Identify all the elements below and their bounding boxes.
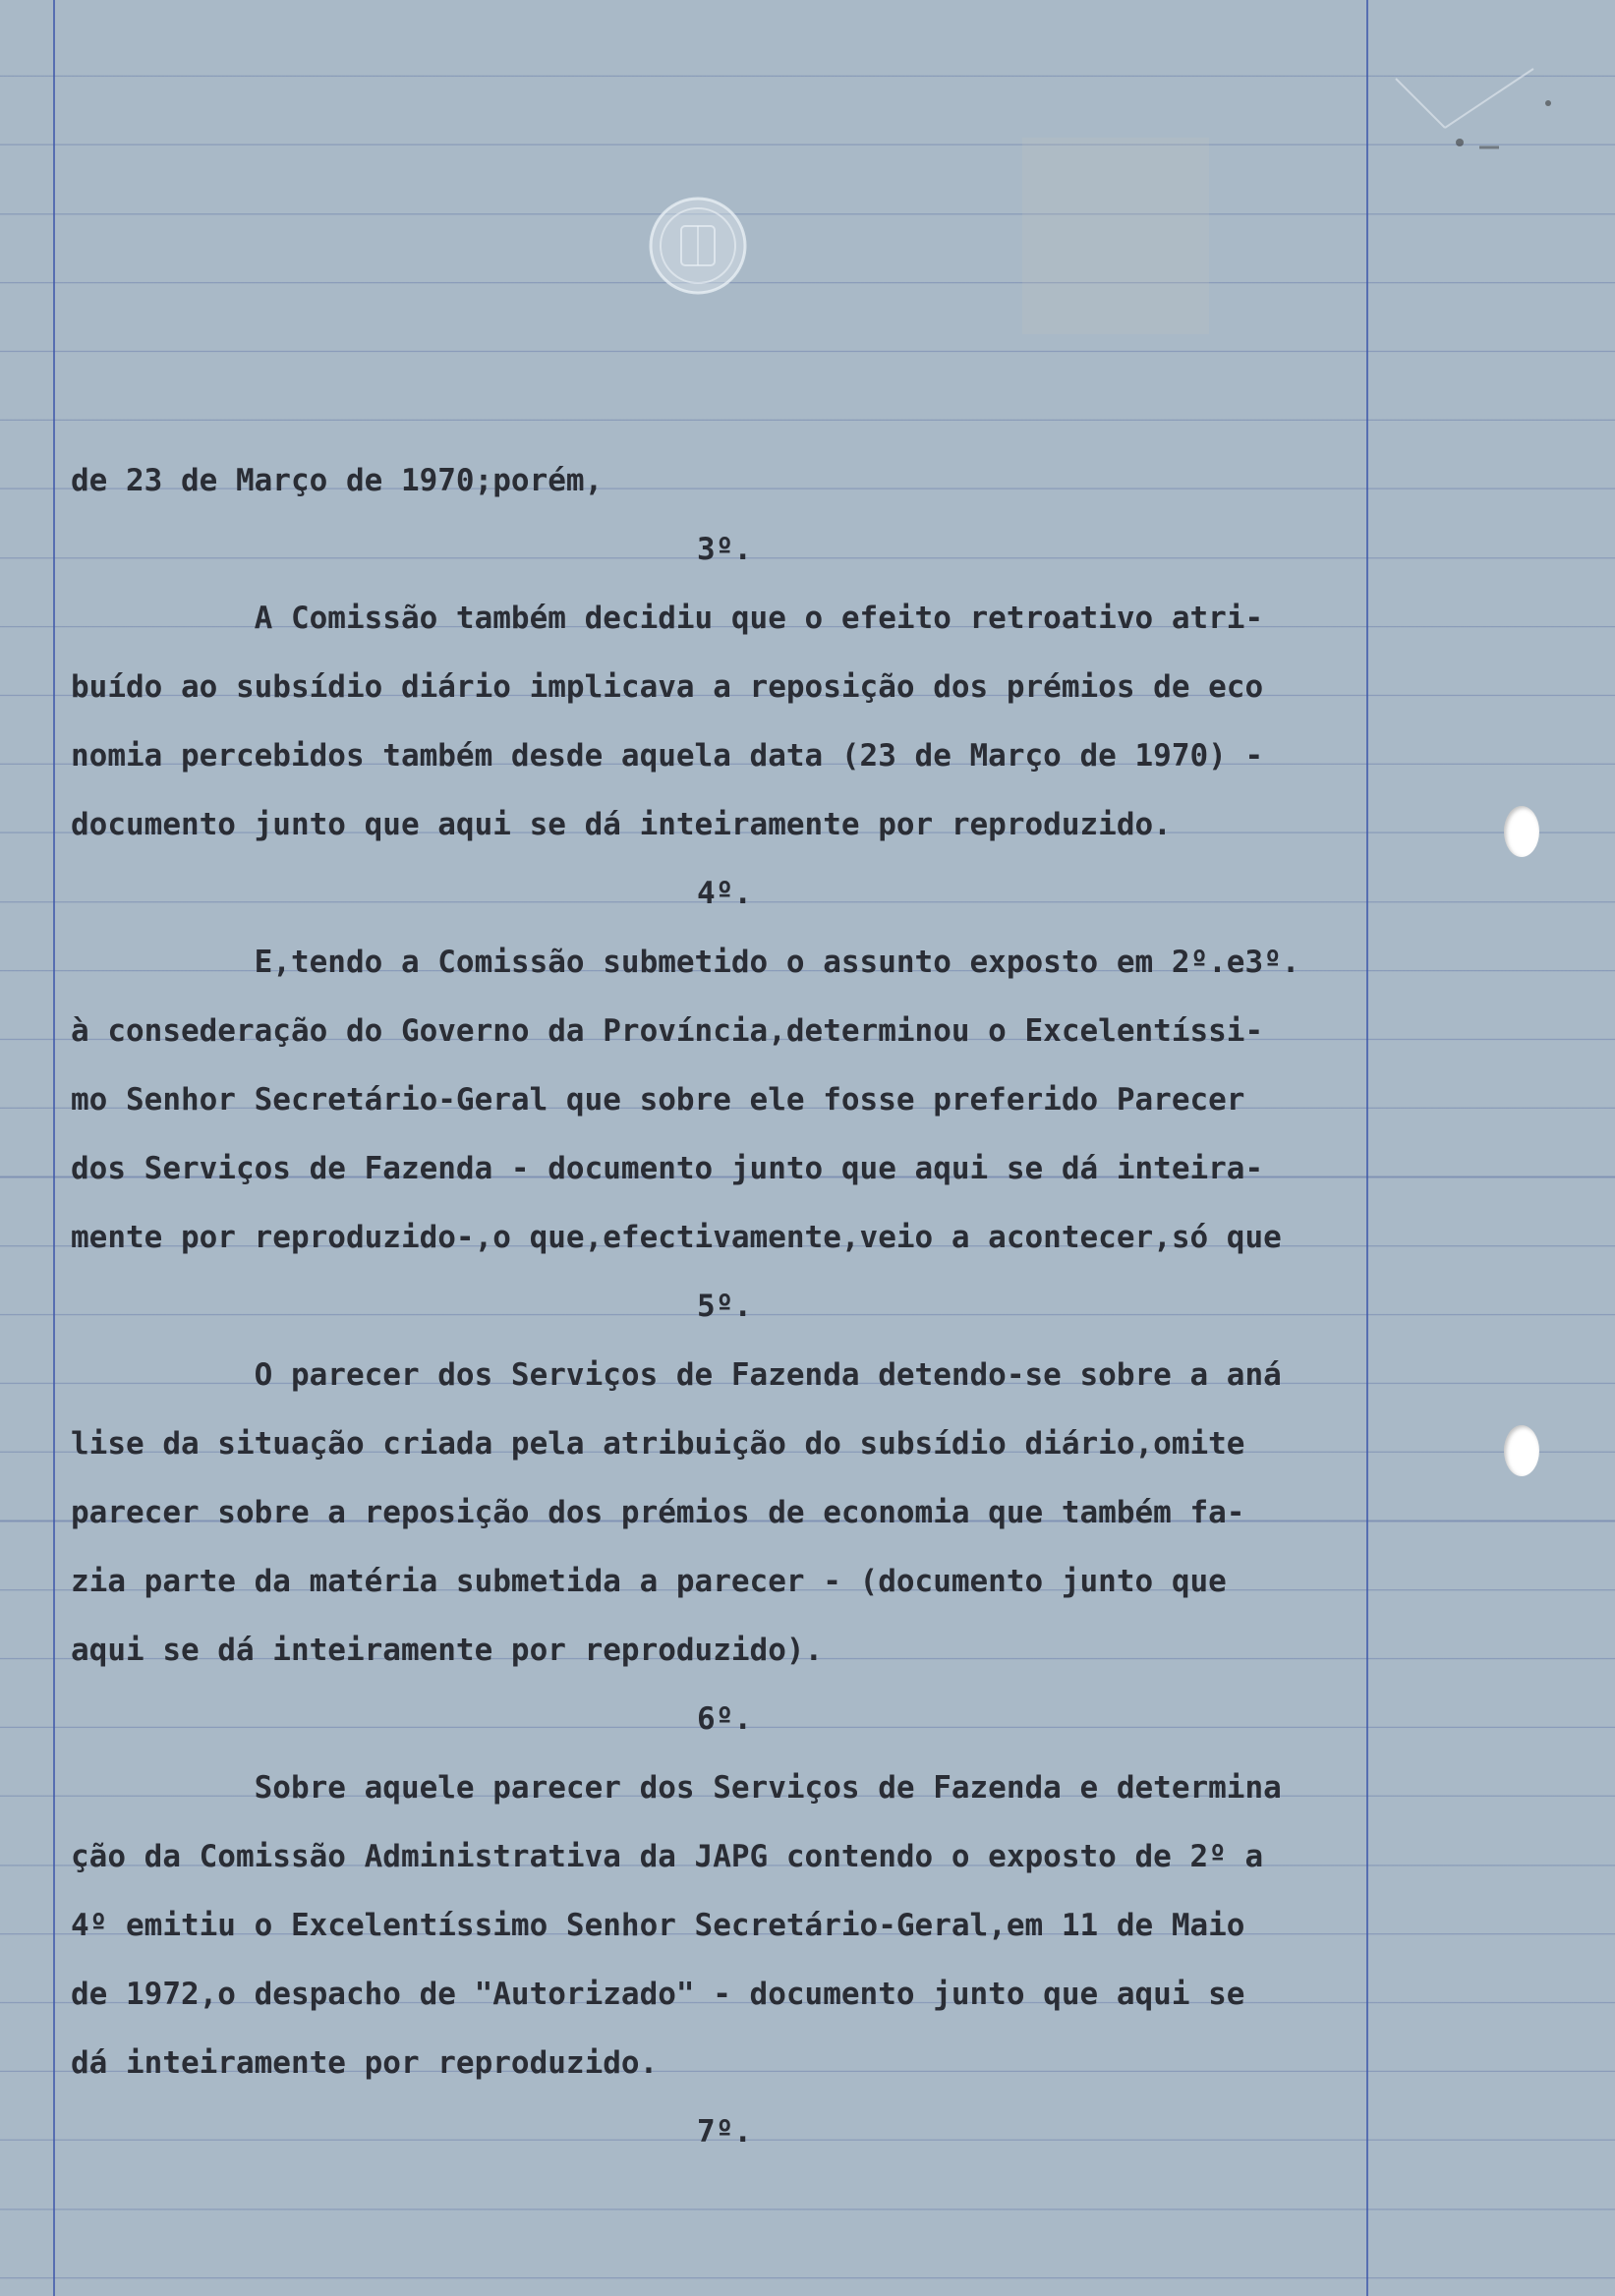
text-line: O parecer dos Serviços de Fazenda detendo-se sobre a aná <box>71 1357 1282 1393</box>
text-line: buído ao subsídio diário implicava a reposição dos prémios de eco <box>71 669 1264 705</box>
punch-hole <box>1504 806 1539 857</box>
text-line: 4º emitiu o Excelentíssimo Senhor Secretário-Geral,em 11 de Maio <box>71 1908 1245 1943</box>
text-line: mo Senhor Secretário-Geral que sobre ele fosse preferido Parecer <box>71 1082 1245 1118</box>
text-line: à consederação do Governo da Província,determinou o Excelentíssi- <box>71 1013 1264 1049</box>
faded-stamp <box>1022 138 1209 334</box>
text-line: parecer sobre a reposição dos prémios de economia que também fa- <box>71 1495 1245 1530</box>
text-line: ção da Comissão Administrativa da JAPG contendo o exposto de 2º a <box>71 1839 1264 1874</box>
left-margin-line <box>53 0 55 2296</box>
text-line: mente por reproduzido-,o que,efectivamente,veio a acontecer,só que <box>71 1220 1282 1255</box>
text-line: dos Serviços de Fazenda - documento junto que aqui se dá inteira- <box>71 1151 1264 1186</box>
text-line: A Comissão também decidiu que o efeito retroativo atri- <box>71 601 1264 636</box>
text-line: lise da situação criada pela atribuição do subsídio diário,omite <box>71 1426 1245 1462</box>
section-number: 7º. <box>697 2114 752 2150</box>
text-line: documento junto que aqui se dá inteiramente por reproduzido. <box>71 807 1172 842</box>
section-number: 4º. <box>697 876 752 911</box>
text-line: E,tendo a Comissão submetido o assunto exposto em 2º.e3º. <box>71 945 1300 980</box>
text-line: de 23 de Março de 1970;porém, <box>71 463 604 498</box>
text-line: Sobre aquele parecer dos Serviços de Fazenda e determina <box>71 1770 1282 1806</box>
section-number: 3º. <box>697 532 752 567</box>
text-line: de 1972,o despacho de "Autorizado" - documento junto que aqui se <box>71 1977 1245 2012</box>
section-number: 6º. <box>697 1701 752 1737</box>
section-number: 5º. <box>697 1289 752 1324</box>
corner-pencil-mark <box>1386 59 1563 177</box>
text-line: dá inteiramente por reproduzido. <box>71 2045 659 2081</box>
text-line: zia parte da matéria submetida a parecer - (documento junto que <box>71 1564 1227 1599</box>
punch-hole <box>1504 1425 1539 1476</box>
embossed-seal <box>644 192 752 300</box>
text-line: aqui se dá inteiramente por reproduzido). <box>71 1633 824 1668</box>
text-line: nomia percebidos também desde aquela data (23 de Março de 1970) - <box>71 738 1264 774</box>
